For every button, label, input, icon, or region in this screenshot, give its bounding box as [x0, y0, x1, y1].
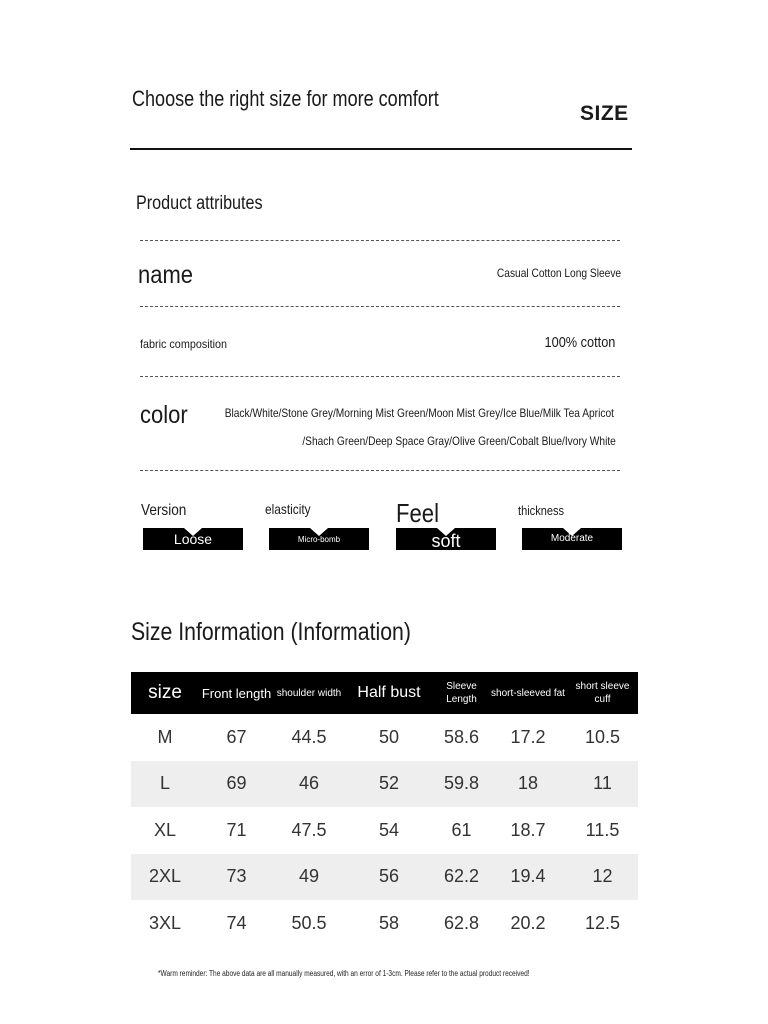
cell-short-sleeve-cuff: 10.5 [584, 726, 621, 747]
header-divider [130, 148, 632, 150]
header-short-sleeved-fat: short-sleeved fat [489, 672, 567, 714]
divider [140, 470, 620, 471]
cell-short-sleeve-cuff: 11 [567, 761, 638, 808]
table-row [131, 714, 638, 761]
header-short-sleeve-cuff: short sleeve cuff [567, 672, 638, 714]
cell-front-length: 74 [226, 912, 247, 933]
divider [140, 376, 620, 377]
cell-front-length: 73 [199, 854, 274, 901]
cell-front-length: 67 [226, 726, 247, 747]
cell-shoulder-width: 46 [274, 761, 344, 808]
feature-label-version: Version [141, 502, 187, 519]
header-half-bust: Half bust [344, 672, 434, 714]
cell-half-bust: 52 [344, 761, 434, 808]
cell-shoulder-width: 50.5 [291, 912, 327, 933]
cell-shoulder-width: 49 [274, 854, 344, 901]
footnote: *Warm reminder: The above data are all manually measured, with an error of 1-3cm. Please refer to the actual product received! [158, 969, 530, 978]
fabric-value: 100% cotton [544, 334, 615, 351]
feature-value-feel: soft [431, 531, 461, 551]
feature-value-elasticity: Micro-bomb [297, 535, 341, 544]
cell-size: L [131, 761, 199, 808]
color-label: color [140, 401, 188, 429]
table-header-row [131, 672, 638, 714]
cell-half-bust: 54 [378, 819, 400, 840]
cell-short-sleeved-fat: 17.2 [510, 726, 546, 747]
cell-shoulder-width: 47.5 [291, 819, 327, 840]
cell-size: 2XL [131, 854, 199, 901]
fabric-label: fabric composition [140, 337, 228, 351]
cell-short-sleeve-cuff: 12 [567, 854, 638, 901]
cell-size: M [157, 726, 173, 747]
feature-badge-thickness [522, 528, 622, 550]
cell-sleeve-length: 62.8 [443, 912, 480, 933]
cell-short-sleeved-fat: 19.4 [489, 854, 567, 901]
size-info-title: Size Information (Information) [131, 618, 411, 646]
cell-shoulder-width: 44.5 [291, 726, 327, 747]
cell-half-bust: 56 [344, 854, 434, 901]
page-title: Choose the right size for more comfort [132, 86, 439, 111]
attributes-title: Product attributes [136, 193, 263, 214]
cell-half-bust: 58 [378, 912, 400, 933]
cell-sleeve-length: 58.6 [443, 726, 480, 747]
cell-short-sleeve-cuff: 11.5 [585, 819, 620, 840]
cell-sleeve-length: 59.8 [434, 761, 489, 808]
header-size: size [131, 672, 199, 714]
table-row [131, 900, 638, 947]
size-heading: SIZE [580, 102, 629, 125]
cell-short-sleeve-cuff: 12.5 [584, 912, 621, 933]
feature-label-thickness: thickness [518, 503, 565, 518]
feature-badge-version [143, 528, 243, 550]
cell-short-sleeved-fat: 18 [489, 761, 567, 808]
feature-value-thickness: Moderate [550, 533, 594, 544]
cell-sleeve-length: 62.2 [434, 854, 489, 901]
table-row [131, 807, 638, 854]
cell-size: XL [153, 819, 177, 840]
cell-short-sleeved-fat: 18.7 [510, 819, 546, 840]
cell-short-sleeved-fat: 20.2 [510, 912, 546, 933]
feature-label-feel: Feel [396, 498, 439, 528]
divider [140, 240, 620, 241]
feature-badge-feel [396, 528, 496, 550]
feature-label-elasticity: elasticity [265, 501, 311, 517]
divider [140, 306, 620, 307]
header-front-length: Front length [199, 672, 274, 714]
color-value-line2: /Shach Green/Deep Space Gray/Olive Green/Cobalt Blue/Ivory White [302, 434, 616, 448]
color-value-line1: Black/White/Stone Grey/Morning Mist Green/Moon Mist Grey/Ice Blue/Milk Tea Apricot [224, 406, 614, 420]
name-label: name [138, 261, 194, 289]
cell-half-bust: 50 [378, 726, 400, 747]
feature-badge-elasticity [269, 528, 369, 550]
table-row [131, 761, 638, 808]
size-table [131, 672, 638, 947]
cell-sleeve-length: 61 [451, 819, 472, 840]
header-sleeve-length: Sleeve Length [434, 672, 489, 714]
cell-front-length: 69 [199, 761, 274, 808]
feature-value-version: Loose [173, 531, 213, 547]
cell-size: 3XL [148, 912, 182, 933]
name-value: Casual Cotton Long Sleeve [496, 266, 621, 280]
cell-front-length: 71 [226, 819, 247, 840]
table-row [131, 854, 638, 901]
header-shoulder-width: shoulder width [274, 672, 344, 714]
